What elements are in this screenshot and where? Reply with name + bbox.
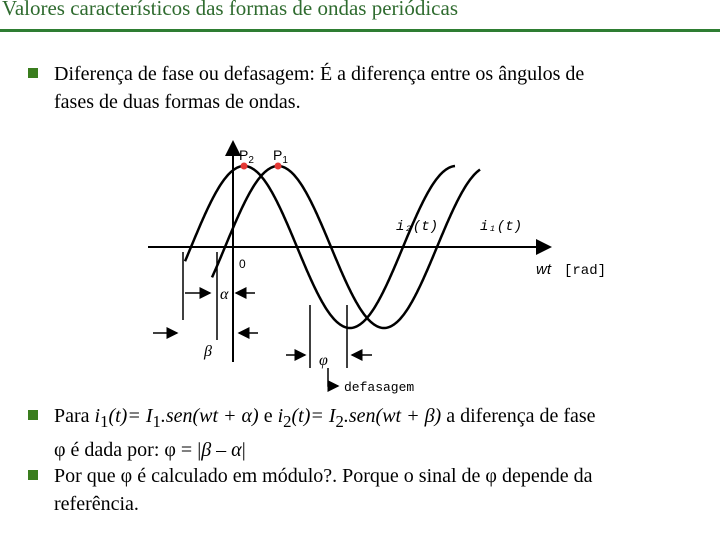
bullet-marker (28, 410, 38, 420)
label-beta: β (204, 343, 212, 360)
label-phi: φ (319, 352, 328, 369)
label-unit: [rad] (564, 263, 607, 279)
bullet-marker (28, 68, 38, 78)
definition-line-1: Diferença de fase ou defasagem: É a diferença entre os ângulos de (54, 63, 585, 85)
question-line-1: Por que φ é calculado em módulo?. Porque o sinal de φ depende da (54, 465, 593, 487)
slide-title: Valores característicos das formas de ondas periódicas (2, 0, 458, 20)
label-p1: $P_1$ (273, 147, 288, 166)
bullet-text-question (54, 462, 593, 518)
formula-line-2: φ é dada por: φ = |β – α| (54, 439, 246, 461)
formula-line-1: Para $i_1(t)= I_1.sen(wt + \alpha)$ e $i_2(t)= I_2.sen(wt + \beta)$ a diferença de fase (54, 405, 596, 431)
label-origin: 0 (239, 257, 246, 271)
label-p2: $P_2$ (239, 147, 254, 166)
definition-line-2: fases de duas formas de ondas. (54, 91, 301, 113)
peak-point-p2 (241, 163, 248, 170)
label-i2: i₂(t) (396, 219, 439, 235)
defasagem-pointer (328, 368, 338, 386)
label-alpha: α (220, 286, 229, 303)
bullet-text-definition (54, 60, 584, 116)
title-underline (0, 29, 720, 32)
peak-point-p1 (275, 163, 282, 170)
label-i1: i₁(t) (480, 219, 523, 235)
bullet-text-formula (54, 402, 596, 464)
bullet-marker (28, 470, 38, 480)
question-line-2: referência. (54, 493, 139, 515)
label-defasagem: defasagem (344, 380, 415, 395)
phase-shift-diagram (140, 130, 620, 400)
label-wt: wt (536, 261, 551, 278)
